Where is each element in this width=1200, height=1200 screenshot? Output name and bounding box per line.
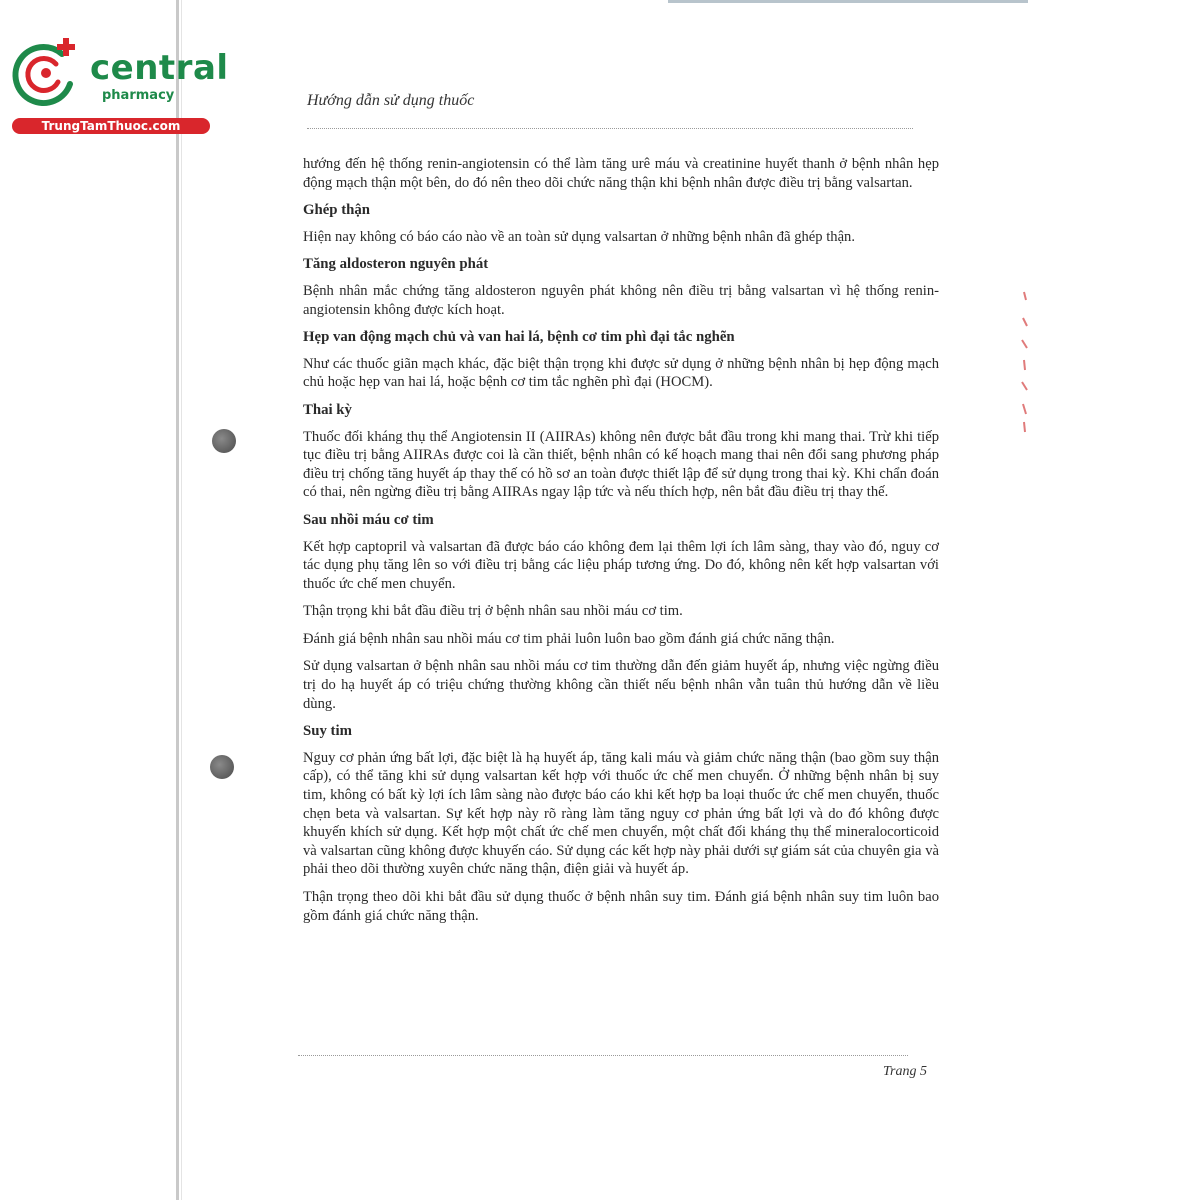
section-paragraph: Bệnh nhân mắc chứng tăng aldosteron nguyên phát không nên điều trị bằng valsartan vì hệ thống renin-angiotensin không được kích hoạt.	[303, 282, 939, 318]
section-paragraph: Nguy cơ phản ứng bất lợi, đặc biệt là hạ huyết áp, tăng kali máu và giảm chức năng thận (bao gồm suy thận cấp), có thể tăng khi sử dụng valsartan kết hợp với thuốc ức chế men chuyển. Ở những bệnh nhân bị suy tim, không có bất kỳ lợi ích lâm sàng nào được báo cáo khi kết hợp ba loại thuốc ức chế men chuyển, thuốc chẹn beta và valsartan. Sự kết hợp này rõ ràng làm tăng nguy cơ phản ứng bất lợi và do đó không được khuyến khích sử dụng. Kết hợp một chất ức chế men chuyển, một chất đối kháng thụ thể mineralocorticoid và valsartan cũng không được khuyến cáo. Sử dụng các kết hợp này phải dưới sự giám sát của chuyên gia và phải theo dõi thường xuyên chức năng thận, điện giải và huyết áp.	[303, 749, 939, 878]
section-heading-hyperaldosteronism: Tăng aldosteron nguyên phát	[303, 256, 489, 273]
logo-mark-icon	[10, 38, 90, 108]
section-heading-post-mi: Sau nhồi máu cơ tim	[303, 511, 434, 528]
section-paragraph: Kết hợp captopril và valsartan đã được báo cáo không đem lại thêm lợi ích lâm sàng, thay vào đó, nguy cơ tác dụng phụ tăng lên so với điều trị bằng các liệu pháp tương ứng. Do đó, không nên kết hợp valsartan với thuốc ức chế men chuyển.	[303, 538, 939, 592]
page-number: Trang 5	[883, 1064, 927, 1079]
binder-margin-line-secondary	[181, 0, 182, 1200]
logo-sub-text: pharmacy	[102, 88, 175, 103]
logo-brand-text: central	[90, 48, 229, 88]
punch-hole-bottom	[210, 755, 234, 779]
section-paragraph: Như các thuốc giãn mạch khác, đặc biệt thận trọng khi được sử dụng ở những bệnh nhân bị hẹp động mạch chủ hoặc hẹp van hai lá, hoặc bệnh cơ tim tắc nghẽn phì đại (HOCM).	[303, 355, 939, 391]
section-heading-heart-failure: Suy tim	[303, 723, 352, 740]
footer-rule	[298, 1055, 908, 1057]
section-paragraph: Thận trọng theo dõi khi bắt đầu sử dụng thuốc ở bệnh nhân suy tim. Đánh giá bệnh nhân suy tim luôn bao gồm đánh giá chức năng thận.	[303, 889, 939, 924]
section-heading-pregnancy: Thai kỳ	[303, 401, 352, 418]
section-paragraph: Thận trọng khi bắt đầu điều trị ở bệnh nhân sau nhồi máu cơ tim.	[303, 603, 683, 620]
stamp-marks-icon	[1014, 290, 1034, 440]
page-header-title: Hướng dẫn sử dụng thuốc	[307, 92, 475, 109]
section-paragraph: Đánh giá bệnh nhân sau nhồi máu cơ tim phải luôn luôn bao gồm đánh giá chức năng thận.	[303, 630, 835, 647]
header-rule	[307, 128, 913, 130]
logo-url-badge: TrungTamThuoc.com	[12, 118, 210, 134]
page-top-edge	[668, 0, 1028, 3]
red-stamp-mark	[1014, 290, 1034, 440]
intro-paragraph: hướng đến hệ thống renin-angiotensin có thể làm tăng urê máu và creatinine huyết thanh ở bệnh nhân hẹp động mạch thận một bên, do đó nên theo dõi chức năng thận khi bệnh nhân được điều trị bằng valsartan.	[303, 156, 939, 191]
document-body	[303, 155, 939, 934]
pharmacy-logo	[10, 38, 229, 138]
binder-margin-line	[176, 0, 179, 1200]
section-paragraph: Hiện nay không có báo cáo nào về an toàn sử dụng valsartan ở những bệnh nhân đã ghép thận.	[303, 228, 856, 245]
section-heading-kidney-transplant: Ghép thận	[303, 202, 371, 219]
punch-hole-top	[212, 429, 236, 453]
section-paragraph: Thuốc đối kháng thụ thể Angiotensin II (AIIRAs) không nên được bắt đầu trong khi mang thai. Trừ khi tiếp tục điều trị bằng AIIRAs được coi là cần thiết, bệnh nhân có kế hoạch mang thai nên đổi sang phương pháp điều trị chống tăng huyết áp thay thế có hồ sơ an toàn được thiết lập để sử dụng trong thai kỳ. Khi chẩn đoán có thai, nên ngừng điều trị bằng AIIRAs ngay lập tức và nếu thích hợp, nên bắt đầu điều trị thay thế.	[303, 428, 939, 501]
section-paragraph: Sử dụng valsartan ở bệnh nhân sau nhồi máu cơ tim thường dẫn đến giảm huyết áp, nhưng việc ngừng điều trị do hạ huyết áp có triệu chứng thường không cần thiết nếu bệnh nhân vẫn tuân thủ hướng dẫn về liều dùng.	[303, 658, 939, 712]
section-heading-valve-stenosis: Hẹp van động mạch chủ và van hai lá, bệnh cơ tim phì đại tắc nghẽn	[303, 329, 735, 346]
